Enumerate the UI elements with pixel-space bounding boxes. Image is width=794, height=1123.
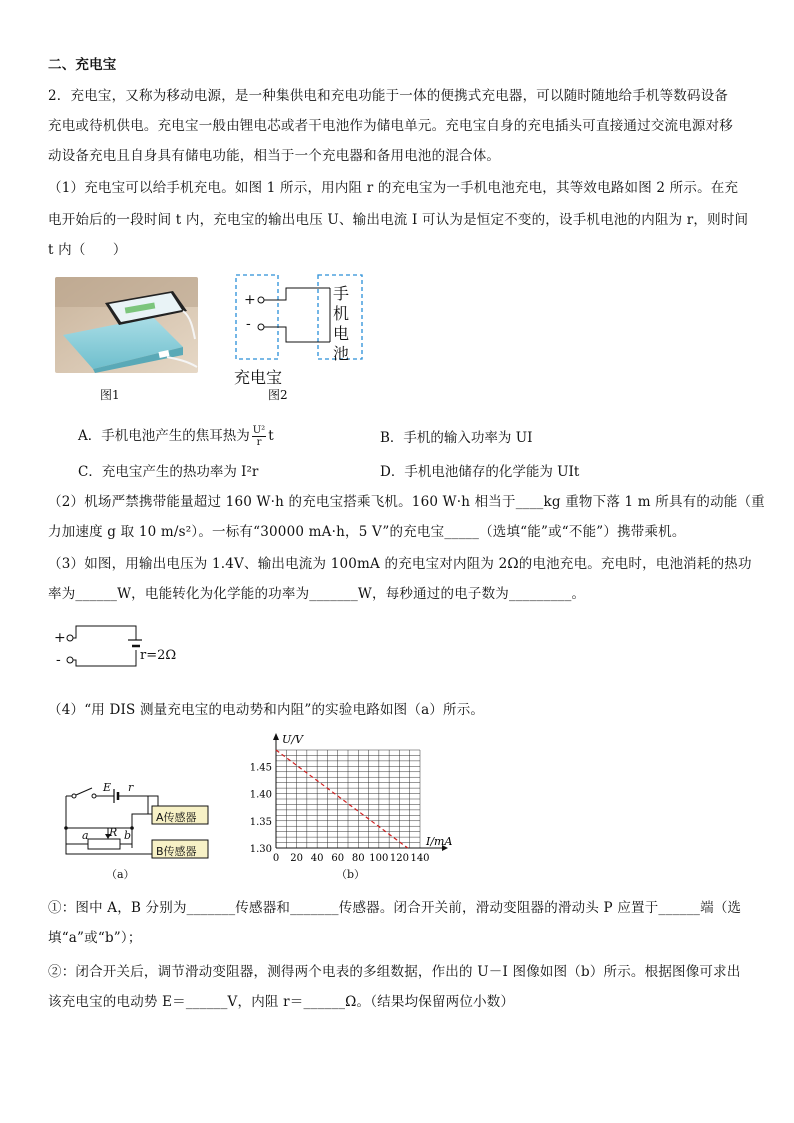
- fig2-box-char: 机: [333, 304, 350, 323]
- chart-axes: [273, 733, 448, 851]
- x-tick-label: 80: [351, 853, 365, 864]
- chart-grid: [276, 750, 420, 848]
- u-i-chart: [236, 728, 466, 868]
- q3-line-1: （3）如图，用输出电压为 1.4V、输出电流为 100mA 的充电宝对内阻为 2Ω的电池充电。充电时，电池消耗的热功: [48, 556, 752, 572]
- x-tick-label: 100: [369, 853, 389, 864]
- x-tick-label: 20: [290, 853, 303, 864]
- q3-line-2: 率为______W，电能转化为化学能的功率为_______W，每秒通过的电子数为_________。: [48, 586, 586, 602]
- sensor-a-label: A传感器: [156, 811, 197, 824]
- circuit-a-R-label: R: [109, 826, 118, 839]
- y-tick-label: 1.30: [249, 844, 272, 855]
- option-c: C．充电宝产生的热功率为 I²r: [78, 464, 259, 480]
- fig1-caption: 图1: [100, 388, 120, 402]
- option-a-fraction: [252, 425, 266, 448]
- q2-line-2: 力加速度 g 取 10 m/s²）。一标有“30000 mA·h，5 V”的充电宝_____（选填“能”或“不能”）携带乘机。: [48, 524, 686, 540]
- x-tick-label: 60: [331, 853, 345, 864]
- chart-x-axis-label: I/mA: [426, 835, 453, 848]
- fig3-plus-sign: +: [54, 630, 66, 646]
- y-tick-label: 1.40: [249, 789, 272, 801]
- intro-line-1: 2．充电宝，又称为移动电源，是一种集供电和充电功能于一体的便携式充电器，可以随时随地给手机等数码设备: [48, 88, 729, 104]
- chart-y-axis-label: U/V: [282, 733, 303, 746]
- fig2-box-char: 手: [333, 284, 350, 303]
- sub1-line-1: ①：图中 A，B 分别为_______传感器和_______传感器。闭合开关前，滑动变阻器的滑动头 P 应置于______端（选: [48, 900, 742, 916]
- fig2-box-label: [333, 284, 349, 364]
- q1-line-3: t 内（ ）: [48, 242, 127, 258]
- fraction-numerator: U²: [252, 425, 266, 436]
- x-tick-label: 40: [310, 853, 324, 864]
- x-tick-label: 140: [410, 853, 430, 864]
- power-bank-photo: [55, 277, 198, 373]
- fig2-box-char: 池: [333, 344, 350, 363]
- sensor-b-label: B传感器: [156, 845, 197, 858]
- intro-line-2: 充电或待机供电。充电宝一般由锂电芯或者干电池作为储电单元。充电宝自身的充电插头可直接通过交流电源对移: [48, 118, 733, 134]
- circuit-a-b-label: b: [124, 829, 132, 842]
- q1-line-2: 电开始后的一段时间 t 内，充电宝的输出电压 U、输出电流 I 可认为是恒定不变的，设手机电池的内阻为 r，则时间: [48, 212, 749, 228]
- sub2-line-2: 该充电宝的电动势 E＝______V，内阻 r＝______Ω。（结果均保留两位小数）: [48, 994, 515, 1010]
- q2-line-1: （2）机场严禁携带能量超过 160 W·h 的充电宝搭乘飞机。160 W·h 相当于____kg 重物下落 1 m 所具有的动能（重: [48, 494, 765, 510]
- option-a: [78, 424, 274, 448]
- circuit-a-internal-r-label: r: [128, 781, 134, 794]
- option-a-suffix: t: [268, 428, 274, 444]
- fraction-denominator: r: [256, 437, 262, 448]
- q4-line: （4）“用 DIS 测量充电宝的电动势和内阻”的实验电路如图（a）所示。: [48, 702, 485, 718]
- fig3-resistance-label: r=2Ω: [140, 648, 177, 663]
- chart-y-tick-labels: [250, 762, 272, 855]
- circuit-a-emf-label: E: [103, 781, 112, 794]
- q1-line-1: （1）充电宝可以给手机充电。如图 1 所示，用内阻 r 的充电宝为一手机电池充电，其等效电路如图 2 所示。在充: [48, 180, 739, 196]
- fig2-minus-sign: -: [246, 316, 251, 332]
- sub1-line-2: 填“a”或“b”）；: [48, 930, 142, 946]
- section-title: 二、充电宝: [48, 57, 117, 73]
- circuit-a-caption: （a）: [106, 868, 135, 881]
- x-tick-label: 120: [389, 853, 409, 864]
- option-a-text: A．手机电池产生的焦耳热为: [78, 428, 250, 444]
- option-b: B．手机的输入功率为 UI: [380, 430, 533, 446]
- chart-x-tick-labels: [273, 853, 430, 864]
- circuit-a-a-label: a: [82, 829, 89, 842]
- chart-caption: （b）: [336, 868, 366, 881]
- y-tick-label: 1.45: [249, 762, 272, 774]
- sub2-line-1: ②：闭合开关后，调节滑动变阻器，测得两个电表的多组数据，作出的 U－I 图像如图（b）所示。根据图像可求出: [48, 964, 741, 980]
- fig3-minus-sign: -: [56, 652, 61, 668]
- fig2-box-char: 电: [333, 324, 350, 343]
- fig2-bank-label: 充电宝: [234, 368, 283, 387]
- intro-line-3: 动设备充电且自身具有储电功能，相当于一个充电器和备用电池的混合体。: [48, 148, 501, 164]
- y-tick-label: 1.35: [249, 816, 272, 828]
- x-tick-label: 0: [272, 853, 280, 864]
- option-d: D．手机电池储存的化学能为 UIt: [380, 464, 580, 480]
- fig2-plus-sign: +: [244, 292, 256, 308]
- fig2-caption: 图2: [268, 388, 288, 402]
